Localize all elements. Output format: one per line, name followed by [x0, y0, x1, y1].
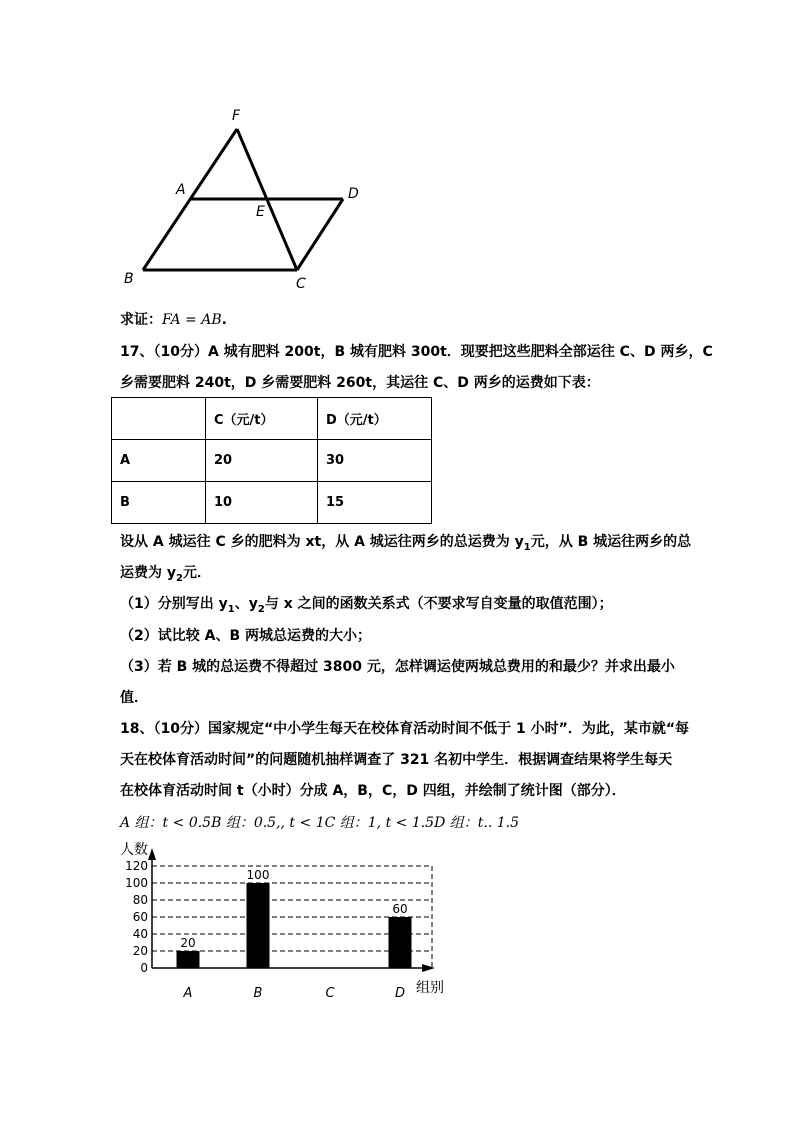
q17-part3: （3）若 B 城的总运费不得超过 3800 元，怎样调运使两城总费用的和最少？并求出最小 — [120, 659, 675, 675]
q17-line4-text: 运费为 y — [120, 565, 176, 581]
y-tick-label: 100 — [125, 876, 148, 890]
prove-statement — [120, 310, 227, 330]
cost-table — [111, 397, 432, 524]
prove-formula: FA = AB — [162, 312, 222, 328]
q17-line2: 乡需要肥料 240t，D 乡需要肥料 260t，其运往 C、D 两乡的运费如下表： — [120, 375, 600, 391]
bar-chart — [110, 840, 460, 1005]
y-tick-label: 40 — [132, 927, 148, 941]
label-f: F — [232, 108, 241, 124]
q17-line3 — [120, 532, 691, 558]
y-axis-arrow — [148, 848, 156, 860]
label-a: A — [176, 182, 186, 198]
y-tick-label: 0 — [140, 961, 148, 975]
subscript: 2 — [176, 572, 183, 584]
label-b: B — [124, 271, 134, 287]
x-axis-title: 组别 — [416, 980, 444, 996]
q17-part1-text: 、y — [234, 596, 258, 612]
q17-line1: 17、（10分）A 城有肥料 200t，B 城有肥料 300t．现要把这些肥料全部运往 C、D 两乡，C — [120, 344, 713, 360]
table-cell: 10 — [206, 482, 318, 524]
q17-part2: （2）试比较 A、B 两城总运费的大小； — [120, 628, 371, 644]
q18-line2: 天在校体育活动时间”的问题随机抽样调查了 321 名初中学生．根据调查结果将学生每天 — [120, 752, 673, 768]
table-row — [112, 482, 432, 524]
bar-d — [389, 917, 412, 968]
table-cell: D（元/t） — [318, 398, 432, 440]
q17-line4 — [120, 563, 211, 589]
bar-a — [177, 951, 200, 968]
table-row — [112, 440, 432, 482]
table-cell — [112, 398, 206, 440]
table-cell: B — [112, 482, 206, 524]
bar-value-label: 100 — [246, 868, 270, 882]
table-header-row — [112, 398, 432, 440]
table-cell: 30 — [318, 440, 432, 482]
y-axis-title: 人数 — [120, 842, 148, 858]
table-cell: A — [112, 440, 206, 482]
y-tick-label: 20 — [132, 944, 148, 958]
q18-line1: 18、（10分）国家规定“中小学生每天在校体育活动时间不低于 1 小时”．为此，某市就“每 — [120, 721, 690, 737]
prove-prefix: 求证： — [120, 312, 162, 328]
label-d: D — [348, 186, 359, 202]
bar-b — [247, 883, 270, 968]
q17-part1-text: （1）分别写出 y — [120, 596, 228, 612]
q17-part3-cont: 值． — [120, 690, 148, 706]
q17-part1-text: 与 x 之间的函数关系式（不要求写自变量的取值范围）； — [264, 596, 613, 612]
label-c: C — [296, 276, 306, 292]
q17-line3-text: 设从 A 城运往 C 乡的肥料为 xt，从 A 城运往两乡的总运费为 y — [120, 534, 524, 550]
prove-suffix: . — [221, 312, 227, 328]
q17-part1 — [120, 594, 613, 620]
y-tick-label: 60 — [132, 910, 148, 924]
geometry-figure — [110, 100, 380, 300]
subscript: 2 — [257, 603, 265, 615]
bar-value-label: 60 — [392, 902, 408, 916]
x-tick-label: D — [394, 986, 406, 1001]
label-e: E — [256, 204, 265, 220]
y-tick-label: 120 — [125, 859, 148, 873]
x-tick-label: A — [183, 986, 193, 1001]
q17-line3-text: 元，从 B 城运往两乡的总 — [530, 534, 692, 550]
x-axis-arrow — [422, 964, 435, 972]
subscript: 1 — [523, 541, 531, 553]
segment-dc — [297, 199, 343, 270]
bar-value-label: 20 — [180, 936, 196, 950]
q18-line3: 在校体育活动时间 t（小时）分成 A，B，C，D 四组，并绘制了统计图（部分）． — [120, 783, 626, 799]
q17-line4-text: 元． — [182, 565, 211, 581]
table-cell: 15 — [318, 482, 432, 524]
subscript: 1 — [227, 603, 235, 615]
y-tick-label: 80 — [132, 893, 148, 907]
q18-groups: A 组：t < 0.5B 组：0.5,, t < 1C 组：1, t < 1.5D 组：t.. 1.5 — [120, 815, 520, 831]
table-cell: 20 — [206, 440, 318, 482]
x-tick-label: B — [253, 986, 263, 1001]
table-cell: C（元/t） — [206, 398, 318, 440]
x-tick-label: C — [325, 986, 335, 1001]
